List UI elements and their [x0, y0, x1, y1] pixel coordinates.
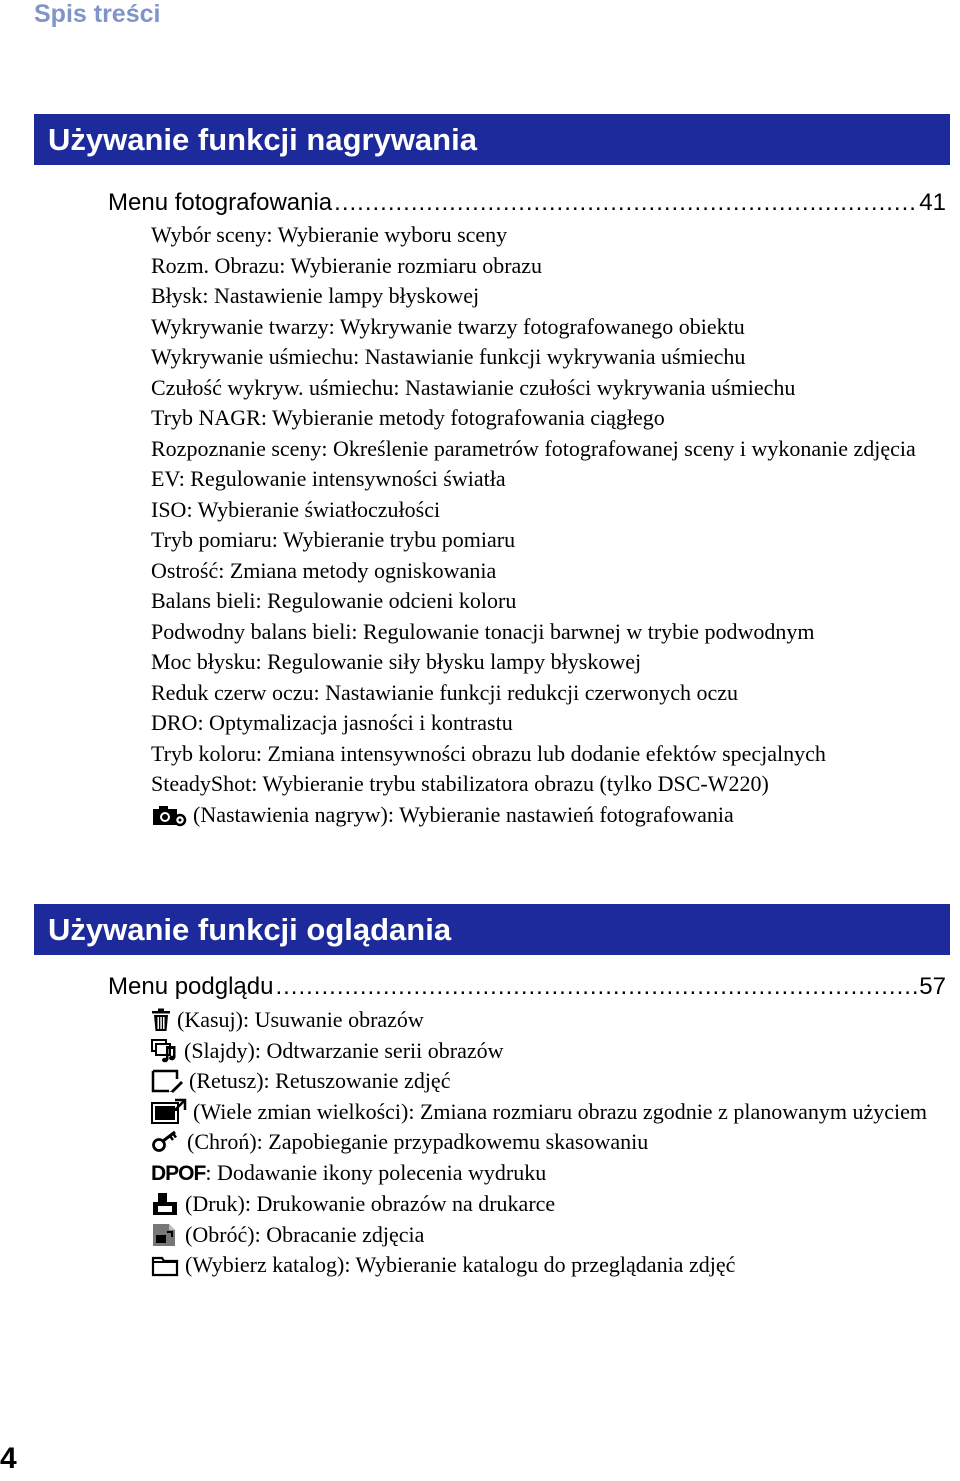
list-item: Balans bieli: Regulowanie odcieni koloru	[151, 588, 517, 613]
trash-icon	[151, 1008, 171, 1032]
list-item: Podwodny balans bieli: Regulowanie tonacji barwnej w trybie podwodnym	[151, 618, 815, 644]
toc-entry-page: 57	[919, 973, 946, 1000]
toc-sublist-recording	[151, 220, 941, 830]
camera-settings-icon	[151, 803, 187, 827]
dpof-icon: DPOF	[151, 1161, 206, 1185]
list-item-text: (Wybierz katalog): Wybieranie katalogu do przeglądania zdjęć	[185, 1252, 736, 1277]
list-item	[151, 1005, 941, 1036]
multi-resize-icon	[151, 1098, 187, 1124]
list-item	[151, 1127, 941, 1158]
list-item-text: : Dodawanie ikony polecenia wydruku	[205, 1159, 547, 1185]
toc-entry-viewing-menu[interactable]	[108, 972, 946, 1002]
page-header-title: Spis treści	[34, 0, 161, 28]
toc-entry-shooting-menu[interactable]	[108, 188, 946, 218]
list-item: Wykrywanie twarzy: Wykrywanie twarzy fotografowanego obiektu	[151, 313, 745, 339]
list-item: Rozm. Obrazu: Wybieranie rozmiaru obrazu	[151, 252, 543, 278]
toc-entry-label: Menu podglądu	[108, 973, 274, 1000]
list-item-text: (Retusz): Retuszowanie zdjęć	[189, 1068, 451, 1093]
list-item-text: (Druk): Drukowanie obrazów na drukarce	[185, 1191, 556, 1216]
list-item: Błysk: Nastawienie lampy błyskowej	[151, 283, 480, 308]
list-item: SteadyShot: Wybieranie trybu stabilizatora obrazu (tylko DSC-W220)	[151, 771, 769, 796]
toc-entry-label: Menu fotografowania	[108, 189, 333, 216]
list-item	[151, 1250, 941, 1281]
rotate-icon	[151, 1223, 179, 1247]
page-number: 4	[0, 1442, 17, 1475]
list-item	[151, 800, 941, 831]
toc-leader-dots	[334, 188, 917, 218]
protect-key-icon	[151, 1130, 181, 1154]
list-item	[151, 1097, 941, 1128]
list-item	[151, 1189, 941, 1220]
list-item-text: (Nastawienia nagryw): Wybieranie nastawień fotografowania	[193, 801, 734, 827]
list-item-text: (Wiele zmian wielkości): Zmiana rozmiaru obrazu zgodnie z planowanym użyciem	[193, 1098, 927, 1124]
list-item	[151, 1220, 941, 1251]
folder-icon	[151, 1253, 179, 1277]
list-item: Moc błysku: Regulowanie siły błysku lampy błyskowej	[151, 649, 642, 674]
list-item: Ostrość: Zmiana metody ogniskowania	[151, 557, 497, 583]
list-item: Tryb pomiaru: Wybieranie trybu pomiaru	[151, 527, 516, 552]
list-item: Tryb koloru: Zmiana intensywności obrazu lub dodanie efektów specjalnych	[151, 740, 826, 766]
list-item: Wykrywanie uśmiechu: Nastawianie funkcji wykrywania uśmiechu	[151, 344, 746, 369]
section-heading-viewing: Używanie funkcji oglądania	[34, 904, 950, 955]
toc-leader-dots	[275, 972, 917, 1002]
section-heading-recording: Używanie funkcji nagrywania	[34, 114, 950, 165]
list-item: Reduk czerw oczu: Nastawianie funkcji redukcji czerwonych oczu	[151, 679, 739, 705]
slideshow-icon	[151, 1039, 178, 1063]
list-item: DRO: Optymalizacja jasności i kontrastu	[151, 710, 513, 735]
list-item: Czułość wykryw. uśmiechu: Nastawianie czułości wykrywania uśmiechu	[151, 374, 796, 400]
list-item	[151, 1066, 941, 1097]
list-item-text: (Chroń): Zapobieganie przypadkowemu skasowaniu	[187, 1129, 649, 1154]
list-item: EV: Regulowanie intensywności światła	[151, 466, 506, 491]
retouch-icon	[151, 1069, 183, 1093]
list-item: Rozpoznanie sceny: Określenie parametrów fotografowanej sceny i wykonanie zdjęcia	[151, 435, 916, 461]
list-item-text: (Obróć): Obracanie zdjęcia	[185, 1221, 425, 1247]
print-icon	[151, 1192, 179, 1216]
list-item-text: (Kasuj): Usuwanie obrazów	[177, 1007, 424, 1032]
list-item: Tryb NAGR: Wybieranie metody fotografowania ciągłego	[151, 405, 665, 430]
list-item-text: (Slajdy): Odtwarzanie serii obrazów	[184, 1037, 504, 1063]
list-item: Wybór sceny: Wybieranie wyboru sceny	[151, 222, 508, 247]
toc-sublist-viewing	[151, 1005, 941, 1281]
list-item	[151, 1158, 941, 1190]
toc-entry-page: 41	[919, 189, 946, 216]
list-item: ISO: Wybieranie światłoczułości	[151, 496, 441, 522]
list-item	[151, 1036, 941, 1067]
